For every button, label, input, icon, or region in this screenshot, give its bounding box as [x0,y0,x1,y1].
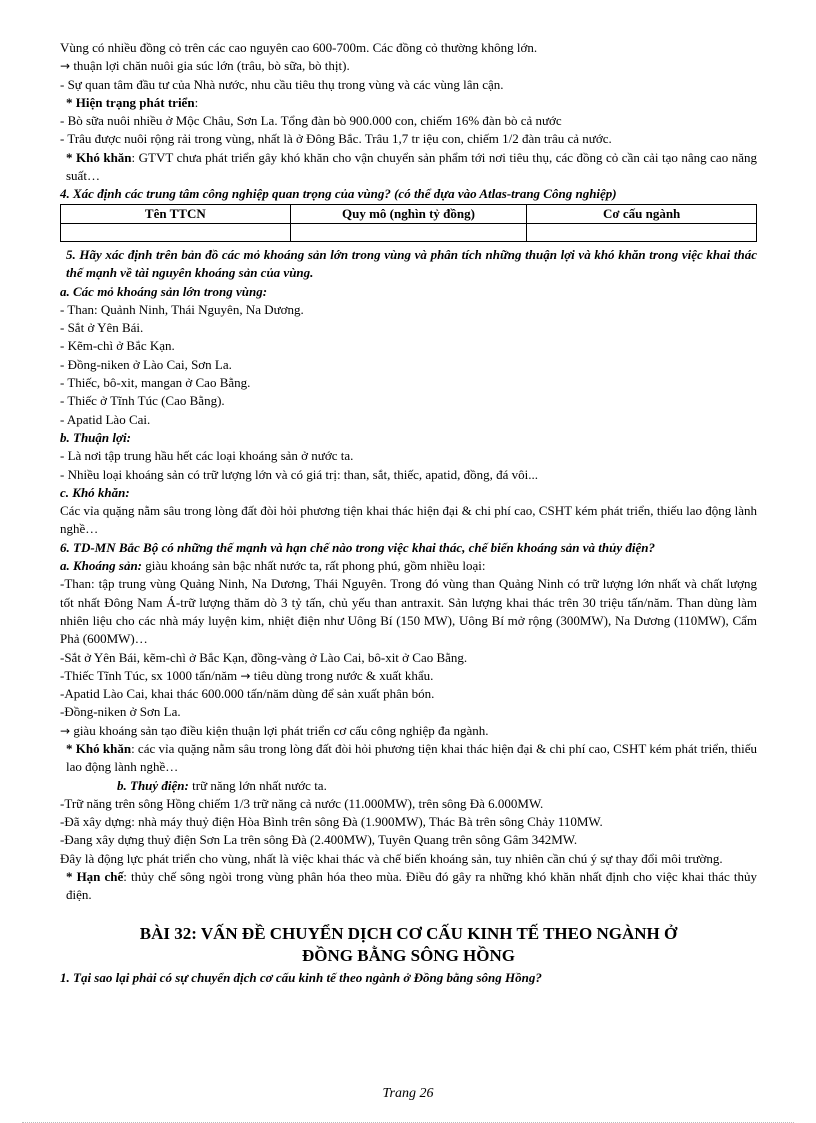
list-item: - Nhiều loại khoáng sản có trữ lượng lớn và có giá trị: than, sắt, thiếc, apatid, đồng, đá vôi... [60,466,539,482]
text-line: -Sắt ở Yên Bái, kẽm-chì ở Bắc Kạn, đồng-vàng ở Lào Cai, bô-xit ở Cao Bằng. [60,649,468,665]
list-item: - Thiếc, bô-xit, mangan ở Cao Bằng. [60,375,251,391]
difficulty-paragraph: * Khó khăn: các vỉa quặng nằm sâu trong lòng đất đòi hỏi phương tiện khai thác hiện đại & chi phí cao, CSHT kém phát triển, thiếu lao động lành nghề… [66,740,757,775]
table-cell [61,223,291,241]
list-item: -Đã xây dựng: nhà máy thuỷ điện Hòa Bình trên sông Đà (1.900MW), Thác Bà trên sông Chảy 110MW. [60,814,603,830]
difficulty-paragraph: * Khó khăn: GTVT chưa phát triển gây khó khăn cho vận chuyển sản phẩm tới nơi tiêu thụ, các đồng cỏ cần cải tạo nâng cao năng suất… [66,149,757,184]
text-line: Vùng có nhiều đồng cỏ trên các cao nguyên cao 600-700m. Các đồng cỏ thường không lớn. [60,40,538,55]
industrial-centers-table [60,204,757,242]
page-content [60,39,757,987]
question-5: 5. Hãy xác định trên bản đồ các mỏ khoáng sản lớn trong vùng và phân tích những thuận lợi và khó khăn trong việc khai thác thế mạnh về tài nguyên khoáng sản của vùng. [66,246,757,281]
limit-paragraph: * Hạn chế: thủy chế sông ngòi trong vùng phân hóa theo mùa. Điều đó gây ra những khó khăn nhất định cho việc khai thác thủy điện. [66,869,757,903]
lesson-title [60,923,757,967]
list-item: - Là nơi tập trung hầu hết các loại khoáng sản ở nước ta. [60,448,354,464]
text-line: -Apatid Lào Cai, khai thác 600.000 tấn/năm dùng để sản xuất phân bón. [60,686,435,702]
list-item: - Thiếc ở Tĩnh Túc (Cao Bằng). [60,393,225,409]
table-header: Cơ cấu ngành [527,204,757,223]
list-item: -Đang xây dựng thuỷ điện Sơn La trên sông Đà (2.400MW), Tuyên Quang trên sông Gâm 342MW. [60,832,578,848]
text-line: - Trâu được nuôi rộng rải trong vùng, nhất là ở Đông Bắc. Trâu 1,7 tr iệu con, chiếm 1/2 đàn trâu cả nước. [60,131,612,147]
subheading: a. Các mỏ khoáng sản lớn trong vùng: [60,283,268,299]
text-line: → thuận lợi chăn nuôi gia súc lớn (trâu, bò sữa, bò thịt). [60,58,350,74]
text-line: → giàu khoáng sản tạo điều kiện thuận lợi phát triển cơ cấu công nghiệp đa ngành. [60,722,489,738]
list-item: - Kẽm-chì ở Bắc Kạn. [60,338,175,354]
text-line: -Than: tập trung vùng Quảng Ninh, Na Dương, Thái Nguyên. Trong đó vùng than Quảng Ninh có trữ lượng lớn nhất và chất lượng tốt nhất Đông Nam Á-trữ lượng thăm dò 3 tỷ tấn, chủ yếu than antraxit. Sản lượng khai thác trên 30 triệu tấn/năm. Than dùng làm nhiên liệu cho các nhà máy luyện kim, nhiệt điện như Uông Bí (150 MW), Uông Bí mở rộng (300MW), Na Dương (110MW), Cẩm Phả (600MW)… [60,576,757,647]
table-header: Tên TTCN [61,204,291,223]
subheading: a. Khoáng sản: giàu khoáng sản bậc nhất nước ta, rất phong phú, gồm nhiều loại: [60,558,486,574]
table-cell [290,223,527,241]
text-line: - Sự quan tâm đầu tư của Nhà nước, nhu cầu tiêu thụ trong vùng và các vùng lân cận. [60,76,504,92]
lesson-question-1: 1. Tại sao lại phải có sự chuyển dịch cơ cấu kinh tế theo ngành ở Đồng bằng sông Hồng? [60,969,542,985]
question-6: 6. TD-MN Bắc Bộ có những thế mạnh và hạn chế nào trong việc khai thác, chế biến khoáng sản và thủy điện? [60,539,656,555]
subheading: b. Thuận lợi: [60,429,131,445]
lesson-title-line: ĐỒNG BẰNG SÔNG HỒNG [302,945,515,965]
section-heading: * Hiện trạng phát triển: [66,94,199,110]
text-line: Các vỉa quặng nằm sâu trong lòng đất đòi hỏi phương tiện khai thác hiện đại & chi phí cao, CSHT kém phát triển, thiếu lao động lành nghề… [60,503,757,537]
question-4: 4. Xác định các trung tâm công nghiệp quan trọng của vùng? (có thể dựa vào Atlas-trang Công nghiệp) [60,186,617,202]
arrow-icon: → [60,723,71,738]
table-cell [527,223,757,241]
text-line: -Thiếc Tĩnh Túc, sx 1000 tấn/năm → tiêu dùng trong nước & xuất khẩu. [60,667,434,683]
list-item: - Than: Quảnh Ninh, Thái Nguyên, Na Dương. [60,301,304,317]
list-item: - Sắt ở Yên Bái. [60,320,144,336]
text-line: Đây là động lực phát triển cho vùng, nhất là việc khai thác và chế biến khoáng sản, tuy nhiên cần chú ý sự thay đổi môi trường. [60,850,723,866]
text-line: - Bò sữa nuôi nhiều ở Mộc Châu, Sơn La. Tổng đàn bò 900.000 con, chiếm 16% đàn bò cả nước [60,113,562,129]
lesson-title-line: BÀI 32: VẤN ĐỀ CHUYỂN DỊCH CƠ CẤU KINH TẾ THEO NGÀNH Ở [139,923,678,943]
text-line: -Đồng-niken ở Sơn La. [60,704,181,720]
arrow-icon: → [60,59,71,74]
arrow-icon: → [240,668,251,683]
list-item: - Apatid Lào Cai. [60,411,151,427]
subheading: c. Khó khăn: [60,484,130,500]
page-number: Trang 26 [382,1086,434,1101]
table-header: Quy mô (nghìn tỷ đồng) [290,204,527,223]
subheading: b. Thuỷ điện: trữ năng lớn nhất nước ta. [117,777,327,793]
list-item: -Trữ năng trên sông Hồng chiếm 1/3 trữ năng cả nước (11.000MW), trên sông Đà 6.000MW. [60,795,544,811]
list-item: - Đồng-niken ở Lào Cai, Sơn La. [60,356,232,372]
